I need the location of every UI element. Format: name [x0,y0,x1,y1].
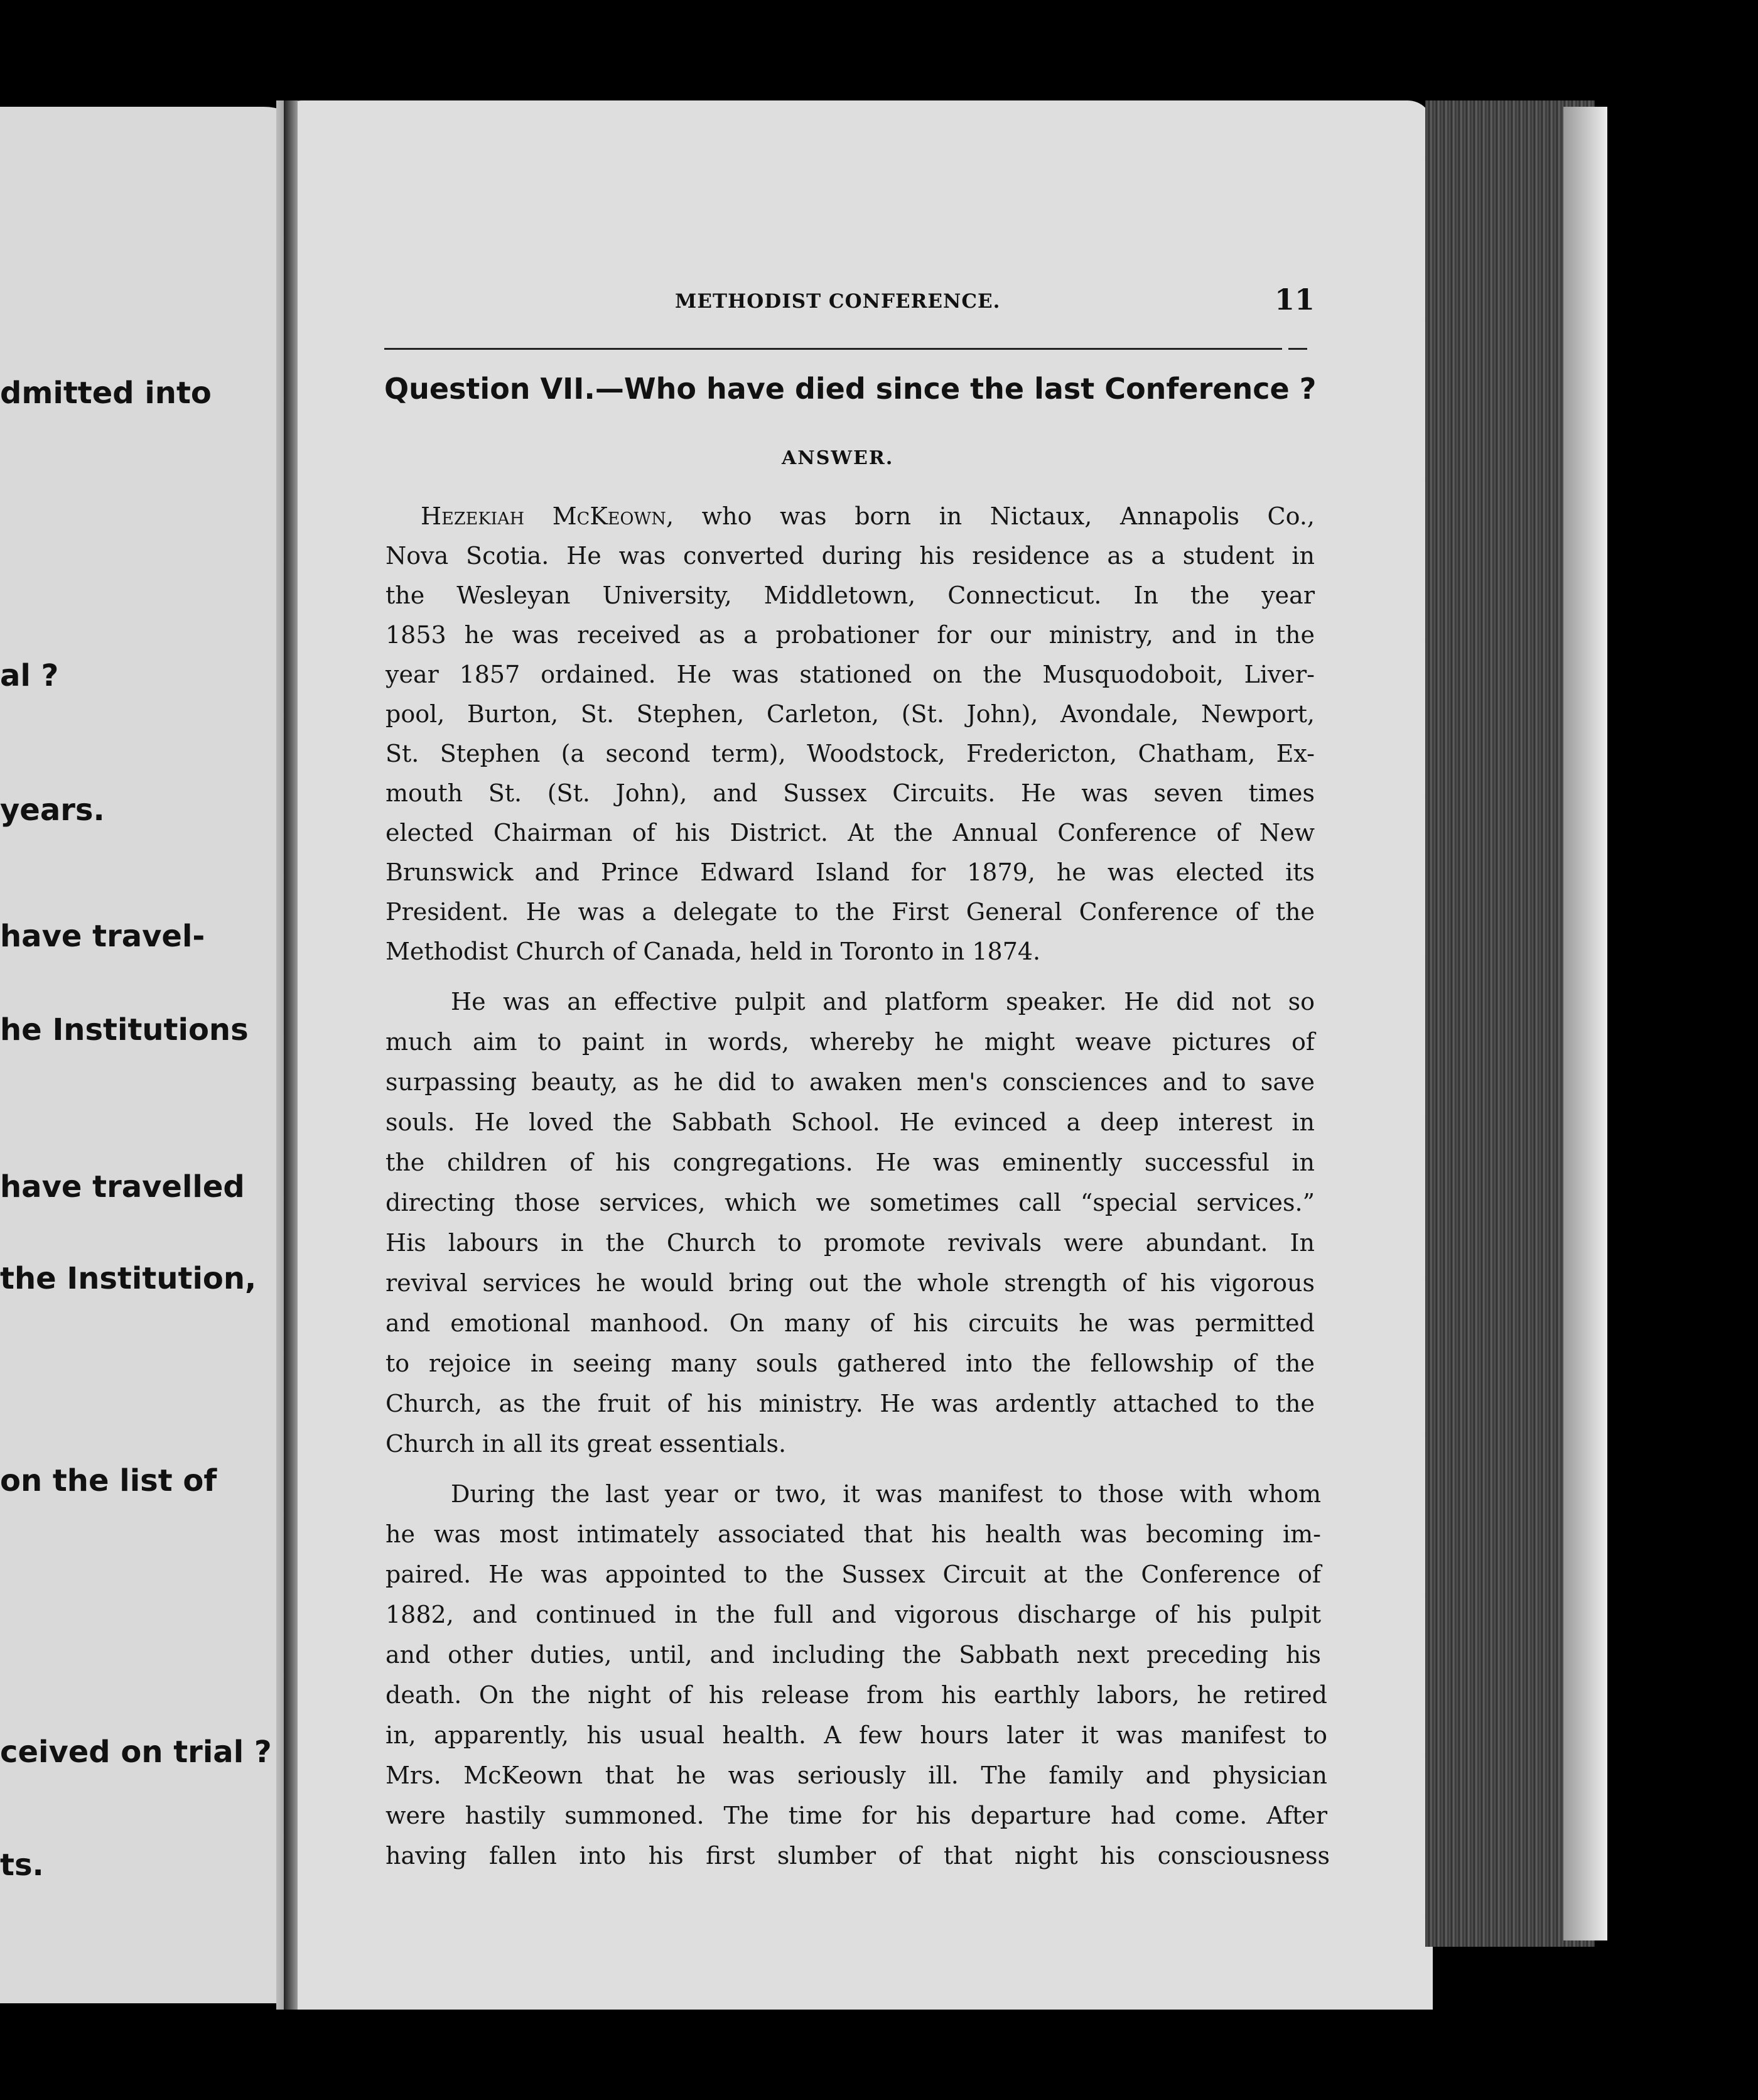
body-line: were hastily summoned. The time for his departure had come. After [386,1802,1327,1829]
body-line: revival services he would bring out the whole strength of his vigorous [386,1269,1315,1297]
facing-page-fragment: ceived on trial ? [0,1735,272,1770]
body-line: Church, as the fruit of his ministry. He was ardently attached to the [386,1390,1315,1417]
body-line: elected Chairman of his District. At the Annual Conference of New [386,819,1315,847]
body-line: death. On the night of his release from his earthly labors, he retired [386,1681,1327,1709]
facing-page-fragment: he Institutions [0,1012,249,1047]
body-line: 1882, and continued in the full and vigorous discharge of his pulpit [386,1601,1321,1628]
header-rule-dash [1288,348,1307,350]
body-line: 1853 he was received as a probationer for our ministry, and in the [386,621,1315,649]
body-line: paired. He was appointed to the Sussex Circuit at the Conference of [386,1561,1321,1588]
deceased-name: Hezekiah McKeown [421,502,666,530]
facing-page-fragment: have travelled [0,1169,245,1204]
body-line: His labours in the Church to promote revivals were abundant. In [386,1229,1315,1257]
body-line: pool, Burton, St. Stephen, Carleton, (St. John), Avondale, Newport, [386,700,1315,728]
body-line: Nova Scotia. He was converted during his residence as a student in [386,542,1315,570]
facing-page-fragment: al ? [0,658,59,693]
body-line: and other duties, until, and including the Sabbath next preceding his [386,1641,1321,1669]
body-line: the children of his congregations. He was eminently successful in [386,1149,1315,1176]
running-head: METHODIST CONFERENCE. [675,290,1001,313]
answer-label: ANSWER. [782,447,894,469]
body-line: Methodist Church of Canada, held in Toronto in 1874. [386,938,1041,965]
facing-page-fragment: the Institution, [0,1261,257,1296]
body-line: St. Stephen (a second term), Woodstock, Fredericton, Chatham, Ex- [386,740,1315,767]
page-edge-shadow [284,100,298,2010]
body-line: year 1857 ordained. He was stationed on the Musquodoboit, Liver- [386,661,1315,688]
body-line: much aim to paint in words, whereby he might weave pictures of [386,1028,1315,1056]
body-line: the Wesleyan University, Middletown, Connecticut. In the year [386,582,1315,609]
body-line: Brunswick and Prince Edward Island for 1879, he was elected its [386,858,1315,886]
facing-page-fragment: ts. [0,1848,44,1883]
body-line: During the last year or two, it was manifest to those with whom [451,1480,1321,1508]
header-rule [384,348,1282,350]
question-heading: Question VII.—Who have died since the last Conference ? [384,372,1317,406]
page-number: 11 [1275,283,1315,317]
body-line: mouth St. (St. John), and Sussex Circuits. He was seven times [386,779,1315,807]
facing-page-fragment: on the list of [0,1463,217,1498]
body-line: directing those services, which we sometimes call “special services.” [386,1189,1315,1216]
body-line: surpassing beauty, as he did to awaken men's consciences and to save [386,1068,1315,1096]
body-line: President. He was a delegate to the First General Conference of the [386,898,1315,926]
facing-page-fragment: have travel- [0,919,205,954]
book-cover-edge [1563,107,1607,1940]
body-line: to rejoice in seeing many souls gathered into the fellowship of the [386,1350,1315,1377]
facing-page-fragment: years. [0,793,105,828]
body-line: he was most intimately associated that his health was becoming im- [386,1520,1321,1548]
body-line: in, apparently, his usual health. A few hours later it was manifest to [386,1721,1327,1749]
body-line: having fallen into his first slumber of that night his consciousness [386,1842,1330,1870]
body-line: He was an effective pulpit and platform speaker. He did not so [451,988,1315,1015]
body-line: Church in all its great essentials. [386,1430,787,1458]
body-line: Hezekiah McKeown, who was born in Nictaux, Annapolis Co., [421,502,1315,530]
body-line: and emotional manhood. On many of his circuits he was permitted [386,1309,1315,1337]
body-line: Mrs. McKeown that he was seriously ill. The family and physician [386,1762,1327,1789]
body-line: souls. He loved the Sabbath School. He evinced a deep interest in [386,1108,1315,1136]
facing-page-fragment: dmitted into [0,376,212,411]
